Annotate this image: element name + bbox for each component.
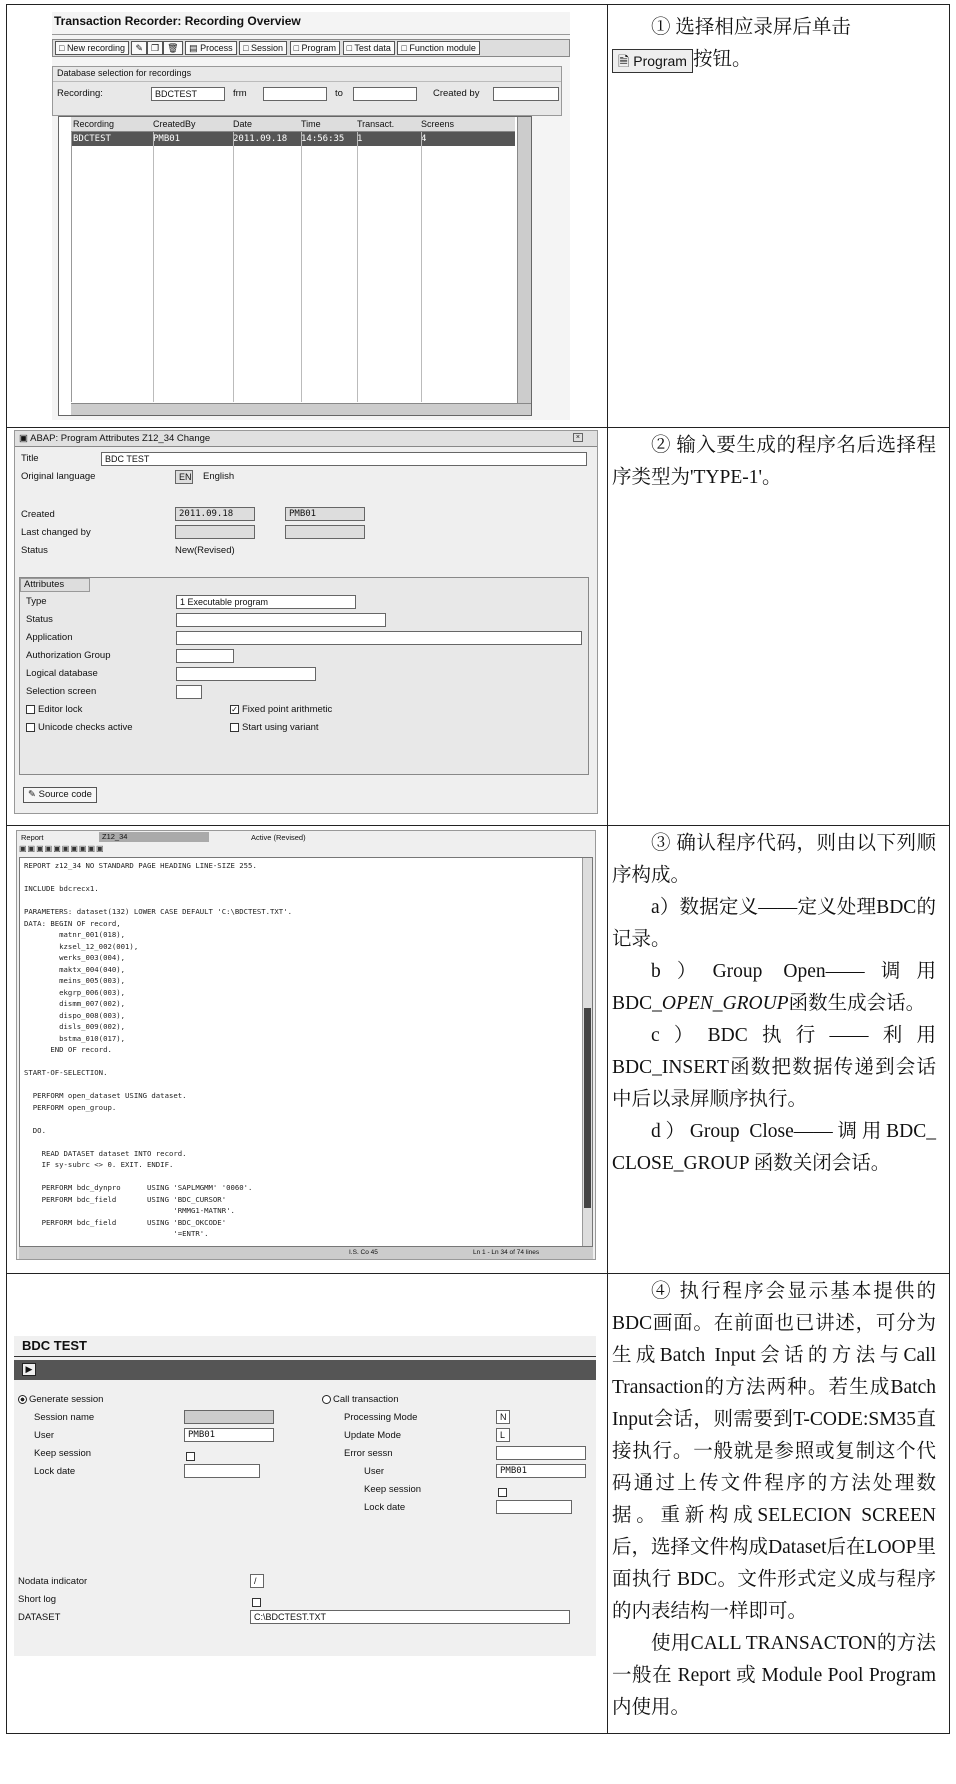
step2-description: ② 输入要生成的程序名后选择程序类型为'TYPE-1'。 <box>612 435 936 488</box>
type-select[interactable]: 1 Executable program <box>176 595 356 609</box>
created-by-label: Created by <box>433 88 480 99</box>
lock2-input[interactable] <box>496 1500 572 1514</box>
col-createdby: CreatedBy <box>153 119 196 129</box>
user2-label: User <box>364 1466 385 1477</box>
auth-group-input[interactable] <box>176 649 234 663</box>
screen-title: BDC TEST <box>22 1338 87 1353</box>
abap-code-screenshot <box>16 830 596 1260</box>
to-input[interactable] <box>353 87 417 101</box>
code-line: DO. <box>24 1125 46 1135</box>
code-line <box>24 1171 292 1183</box>
step3-description: ③ 确认程序代码，则由以下列顺序构成。 a）数据定义——定义处理BDC的记录。 b）Group Open——调用BDC_OPEN_GROUP函数生成会话。 c）BDC执行——利用BDC_INSERT函数把数据传递到会话中后以录屏顺序执行。 d）Group Close——调用BDC_ CLOSE_GROUP 函数关闭会话。 <box>612 833 936 1174</box>
error-session-label: Error sessn <box>344 1448 393 1459</box>
toolbar <box>52 39 570 57</box>
code-line: dispo_008(003), <box>24 1010 126 1020</box>
session-name-input[interactable] <box>184 1410 274 1424</box>
code-editor[interactable] <box>19 857 593 1247</box>
window-icon: ▣ <box>19 433 28 444</box>
program-button-image: 🗎 Program <box>612 49 693 73</box>
recordings-table <box>58 116 532 416</box>
selection-group <box>52 66 562 116</box>
code-line: PERFORM bdc_dynpro USING 'SAPLMGMM' '0060'. <box>24 1183 253 1192</box>
pencil-icon: ✎ <box>28 789 36 800</box>
call-transaction-radio[interactable]: Call transaction <box>322 1394 398 1405</box>
recording-input[interactable]: BDCTEST <box>151 87 225 101</box>
auth-group-label: Authorization Group <box>26 650 111 661</box>
copy-icon[interactable]: ❐ <box>147 41 163 55</box>
horizontal-scrollbar[interactable] <box>71 403 531 415</box>
created-user: PMB01 <box>285 507 365 521</box>
function-module-button[interactable]: □ Function module <box>397 41 479 55</box>
code-line <box>24 1079 292 1091</box>
status2-label: Status <box>26 614 53 625</box>
last-changed-date <box>175 525 255 539</box>
short-log-label: Short log <box>18 1594 57 1605</box>
vertical-scrollbar[interactable] <box>517 117 531 403</box>
generate-session-radio[interactable]: Generate session <box>18 1394 103 1405</box>
col-time: Time <box>301 119 321 129</box>
code-line: ekgrp_006(003), <box>24 987 126 997</box>
start-variant-checkbox[interactable]: Start using variant <box>230 722 319 733</box>
recording-overview-screenshot <box>52 12 570 420</box>
user2-input[interactable]: PMB01 <box>496 1464 586 1478</box>
application-toolbar <box>14 1360 596 1380</box>
last-changed-label: Last changed by <box>21 527 91 538</box>
update-mode-input[interactable]: L <box>496 1428 510 1442</box>
created-by-input[interactable] <box>493 87 559 101</box>
recording-label: Recording: <box>57 88 103 99</box>
step4-description: ④ 执行程序会显示基本提供的BDC画面。在前面也已讲述，可分为生成Batch Input会话的方法与Call Transaction的方法两种。若生成Batch Input会话，则需要到T-CODE:SM35直接执行。一般就是参照或复制这个代码通过上传文件程序的方法处理数据。重新构成SELECION SCREEN后，选择文件构成Dataset后在LOOP里面执行 BDC。文件形式定义成与程序的内表结构一样即可。 使用CALL TRANSACTON的方法一般在 Report 或 Module Pool Program 内使用。 <box>612 1281 936 1718</box>
nodata-label: Nodata indicator <box>18 1576 88 1587</box>
report-name: Z12_34 <box>99 832 209 842</box>
execute-icon[interactable]: ▶ <box>22 1363 36 1376</box>
code-line: matnr_001(018), <box>24 930 126 939</box>
code-line: maktx_004(040), <box>24 964 126 974</box>
nodata-input[interactable]: / <box>250 1574 264 1588</box>
code-line: START-OF-SELECTION. <box>24 1068 108 1077</box>
col-recording: Recording <box>73 119 115 129</box>
col-date: Date <box>233 119 253 129</box>
from-label: frm <box>233 88 247 99</box>
report-label: Report <box>21 833 44 842</box>
from-input[interactable] <box>263 87 327 101</box>
status-label: Status <box>21 545 48 556</box>
new-recording-button[interactable]: □ New recording <box>55 41 129 55</box>
table-row[interactable]: BDCTEST PMB01 2011.09.18 14:56:35 1 4 <box>71 132 515 146</box>
fixed-point-checkbox[interactable]: ✓ Fixed point arithmetic <box>231 704 333 715</box>
code-line: disls_009(002), <box>24 1022 126 1031</box>
close-icon[interactable]: × <box>573 433 583 442</box>
column-divider <box>607 5 608 1733</box>
status-value: New(Revised) <box>175 545 235 556</box>
code-line: kzsel_12_002(001), <box>24 941 139 951</box>
editor-toolbar: ▣▣▣▣▣▣▣▣▣▣ <box>19 844 105 853</box>
title-label: Title <box>21 453 39 464</box>
bdc-test-screenshot <box>14 1336 596 1656</box>
lock-date-input[interactable] <box>184 1464 260 1478</box>
language-code: EN <box>175 470 193 484</box>
process-button[interactable]: ▤ Process <box>185 41 237 55</box>
to-label: to <box>335 88 343 99</box>
created-label: Created <box>21 509 55 520</box>
code-line: dismm_007(002), <box>24 999 126 1008</box>
delete-icon[interactable]: 🗑 <box>163 41 182 55</box>
session-name-label: Session name <box>34 1412 95 1423</box>
row-divider <box>7 427 949 428</box>
language-label: Original language <box>21 471 96 482</box>
code-line: meins_005(003), <box>24 976 126 985</box>
application-select[interactable] <box>176 631 582 645</box>
processing-mode-label: Processing Mode <box>344 1412 418 1423</box>
code-line <box>24 1136 292 1148</box>
document-icon: 🗎 <box>618 52 630 69</box>
dataset-label: DATASET <box>18 1612 61 1623</box>
code-line <box>24 872 292 884</box>
code-line <box>24 1113 292 1125</box>
session-button[interactable]: □ Session <box>239 41 287 55</box>
code-line: READ DATASET dataset INTO record. <box>24 1148 187 1158</box>
dataset-input[interactable]: C:\BDCTEST.TXT <box>250 1610 570 1624</box>
editor-status-bar: I.S. Co 45 Ln 1 - Ln 34 of 74 lines <box>19 1247 593 1259</box>
col-screens: Screens <box>421 119 455 129</box>
logical-db-input[interactable] <box>176 667 316 681</box>
group-title: Database selection for recordings <box>57 68 192 78</box>
code-line: '=ENTR'. <box>24 1229 209 1238</box>
edit-icon[interactable]: ✎ <box>131 41 147 55</box>
code-line: 'RMMG1-MATNR'. <box>24 1206 235 1215</box>
row-divider <box>7 1273 949 1274</box>
user-input[interactable]: PMB01 <box>184 1428 274 1442</box>
table-header <box>71 117 515 132</box>
unicode-checkbox[interactable]: Unicode checks active <box>26 722 133 733</box>
code-line: IF sy-subrc <> 0. EXIT. ENDIF. <box>24 1160 174 1169</box>
report-status: Active (Revised) <box>251 833 306 842</box>
col-transact: Transact. <box>357 119 395 129</box>
status-select[interactable] <box>176 613 386 627</box>
code-line: bstma_010(017), <box>24 1033 126 1043</box>
attributes-group <box>19 577 589 775</box>
code-line: PERFORM bdc_field USING 'BDC_OKCODE' <box>24 1217 227 1227</box>
last-changed-user <box>285 525 365 539</box>
code-line: PERFORM open_dataset USING dataset. <box>24 1091 187 1100</box>
language-name: English <box>203 471 235 482</box>
code-line: PARAMETERS: dataset(132) LOWER CASE DEFAULT 'C:\BDCTEST.TXT'. <box>24 907 292 916</box>
code-line: INCLUDE bdcrecx1. <box>24 884 99 893</box>
program-button[interactable]: □ Program <box>290 41 340 55</box>
window-title: Transaction Recorder: Recording Overview <box>54 14 301 28</box>
program-attributes-screenshot <box>14 430 598 814</box>
code-line: PERFORM bdc_field USING 'BDC_CURSOR' <box>24 1194 227 1204</box>
logical-db-label: Logical database <box>26 668 98 679</box>
update-mode-label: Update Mode <box>344 1430 402 1441</box>
keep-session-label: Keep session <box>34 1448 92 1459</box>
code-line <box>24 895 292 907</box>
lock-date-label: Lock date <box>34 1466 76 1477</box>
lock2-label: Lock date <box>364 1502 406 1513</box>
step1-description: ① 选择相应录屏后单击 🗎 Program 按钮。 <box>612 12 936 76</box>
code-line: DATA: BEGIN OF record, <box>24 918 121 928</box>
created-date: 2011.09.18 <box>175 507 255 521</box>
processing-mode-input[interactable]: N <box>496 1410 510 1424</box>
title-input[interactable]: BDC TEST <box>101 452 587 466</box>
attributes-tab: Attributes <box>20 578 90 592</box>
code-scrollbar[interactable] <box>582 858 592 1246</box>
editor-lock-checkbox[interactable]: Editor lock <box>26 704 82 715</box>
code-line: PERFORM open_group. <box>24 1102 117 1112</box>
type-label: Type <box>26 596 47 607</box>
code-line: REPORT z12_34 NO STANDARD PAGE HEADING LINE-SIZE 255. <box>24 861 257 870</box>
code-line <box>24 1056 292 1068</box>
error-session-input[interactable] <box>496 1446 586 1460</box>
keep2-label: Keep session <box>364 1484 422 1495</box>
application-label: Application <box>26 632 73 643</box>
code-line: END OF record. <box>24 1045 112 1054</box>
user-label: User <box>34 1430 55 1441</box>
row-divider <box>7 825 949 826</box>
code-line: werks_003(004), <box>24 953 126 962</box>
selection-screen-input[interactable] <box>176 685 202 699</box>
dialog-titlebar: ▣ ABAP: Program Attributes Z12_34 Change × <box>15 431 597 447</box>
source-code-button[interactable]: ✎ Source code <box>23 787 97 803</box>
test-data-button[interactable]: □ Test data <box>343 41 395 55</box>
code-content <box>24 860 292 1240</box>
selection-screen-label: Selection screen <box>26 686 97 697</box>
